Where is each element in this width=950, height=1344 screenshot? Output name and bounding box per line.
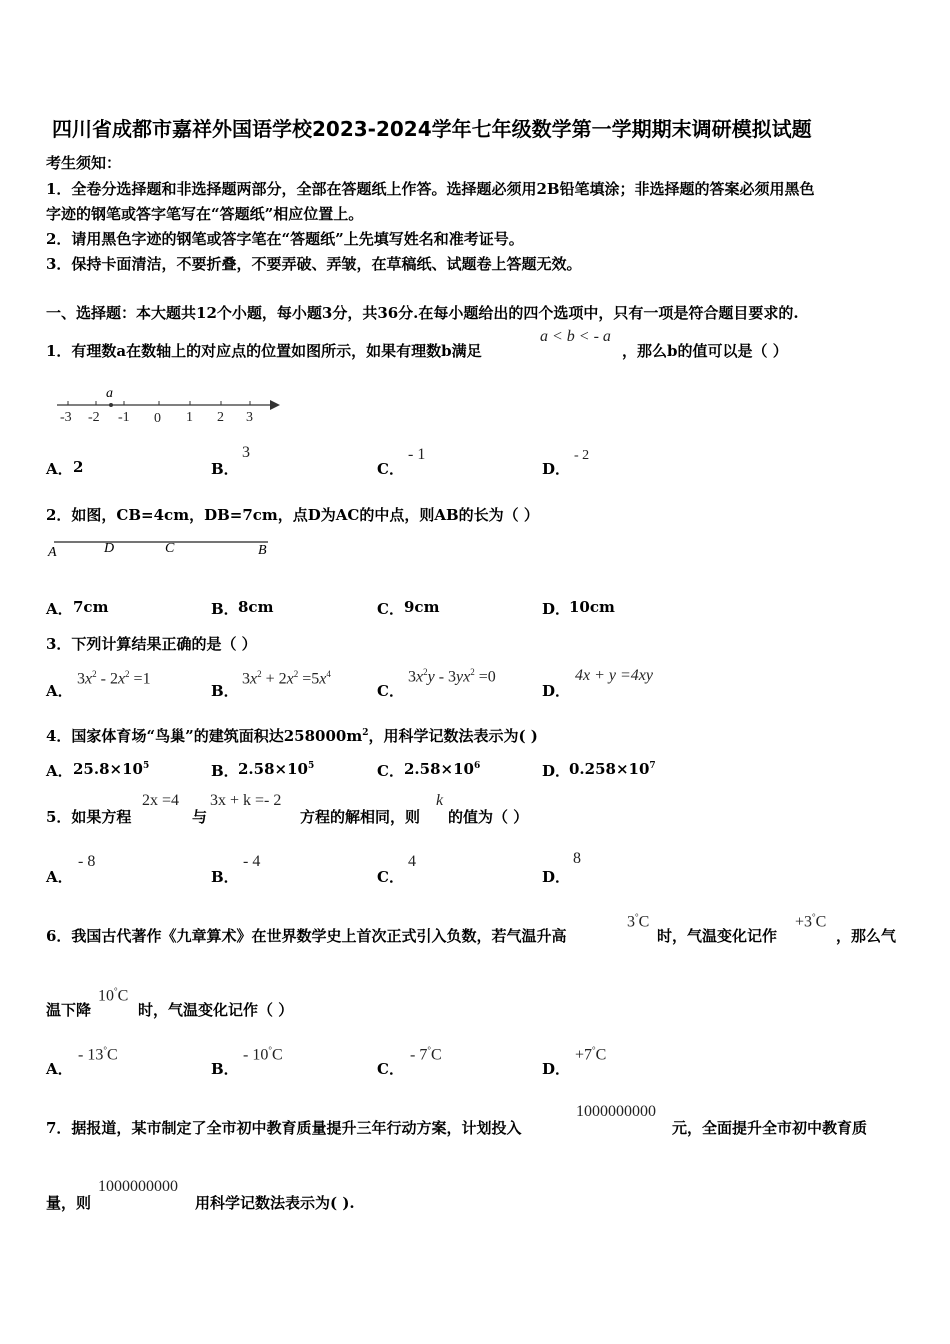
option-label: C． bbox=[377, 868, 404, 886]
question-6-stem: 6．我国古代著作《九章算术》在世界数学史上首次正式引入负数，若气温升高 bbox=[46, 927, 567, 945]
option-label: A． bbox=[46, 1060, 73, 1078]
option-label: D． bbox=[542, 600, 571, 618]
option-value bbox=[569, 760, 656, 778]
option-value: - 4 bbox=[243, 853, 261, 870]
option-exponent: 5 bbox=[307, 761, 315, 771]
option-label: D． bbox=[542, 682, 571, 700]
option-expression: $3x^2 - 2x^2 =1$ bbox=[77, 669, 151, 688]
option-label: B． bbox=[211, 1060, 239, 1078]
axis-tick: 0 bbox=[154, 411, 161, 426]
option-exponent: 5 bbox=[142, 761, 150, 771]
question-2-stem: 2．如图，CB=4cm，DB=7cm，点D为AC的中点，则AB的长为（ ） bbox=[46, 506, 539, 524]
option-value bbox=[575, 1045, 606, 1064]
option-value: 7cm bbox=[73, 598, 109, 616]
axis-tick: -2 bbox=[88, 410, 100, 425]
q6-value-1 bbox=[627, 912, 649, 931]
option-label: B． bbox=[211, 868, 239, 886]
degree-sign: ° bbox=[812, 912, 816, 922]
option-label: C． bbox=[377, 682, 404, 700]
option-value: - 1 bbox=[408, 446, 426, 463]
degree-sign: ° bbox=[427, 1045, 431, 1055]
q4-stem-end: ，用科学记数法表示为( ) bbox=[368, 727, 538, 745]
q7-number: 1000000000 bbox=[98, 1178, 178, 1195]
option-label: A． bbox=[46, 600, 73, 618]
temp-number: 10 bbox=[98, 987, 114, 1005]
option-expression: 4x + y =4xy bbox=[575, 667, 653, 684]
option-expression: $3x^2 + 2x^2 =5x^4$ bbox=[242, 669, 331, 688]
q7-stem-line2: 量，则 bbox=[46, 1194, 92, 1212]
option-mantissa: 2.58×10 bbox=[404, 760, 474, 778]
notice-line: 3．保持卡面清洁，不要折叠，不要弄破、弄皱，在草稿纸、试题卷上答题无效。 bbox=[46, 255, 582, 273]
option-value bbox=[73, 760, 149, 778]
option-exponent: 6 bbox=[473, 761, 481, 771]
option-value bbox=[243, 1045, 283, 1064]
temp-number: +3 bbox=[795, 913, 813, 931]
option-expression: $3x^2y - 3yx^2 =0$ bbox=[408, 667, 496, 686]
notice-line: 1．全卷分选择题和非选择题两部分，全部在答题纸上作答。选择题必须用2B铅笔填涂；非选择题的答案必须用黑色 bbox=[46, 180, 815, 198]
q5-variable: k bbox=[436, 792, 444, 809]
page-title: 四川省成都市嘉祥外国语学校2023-2024学年七年级数学第一学期期末调研模拟试题 bbox=[52, 117, 812, 141]
option-value: 10cm bbox=[569, 598, 615, 616]
option-value: 8cm bbox=[238, 598, 274, 616]
degree-sign: ° bbox=[103, 1045, 107, 1055]
temp-number: 3 bbox=[627, 913, 635, 931]
question-7-stem: 7．据报道，某市制定了全市初中教育质量提升三年行动方案，计划投入 bbox=[46, 1119, 522, 1137]
option-label: D． bbox=[542, 762, 571, 780]
temp-unit: C bbox=[117, 987, 129, 1005]
option-label: B． bbox=[211, 460, 239, 478]
question-3-stem: 3．下列计算结果正确的是（ ） bbox=[46, 635, 257, 653]
axis-point-label: a bbox=[106, 386, 113, 401]
temp-unit: C bbox=[271, 1046, 283, 1064]
option-value bbox=[78, 1045, 118, 1064]
option-value: - 8 bbox=[78, 853, 96, 870]
q5-stem-connector: 与 bbox=[192, 808, 208, 826]
option-label: C． bbox=[377, 1060, 404, 1078]
temp-number: - 7 bbox=[410, 1046, 428, 1064]
q5-stem-end: 的值为（ ） bbox=[448, 808, 529, 826]
option-label: B． bbox=[211, 762, 239, 780]
option-value: 3 bbox=[242, 444, 250, 461]
q4-stem-sup: 2 bbox=[362, 728, 369, 738]
question-1-stem-end: ，那么b的值可以是（ ） bbox=[622, 342, 788, 360]
option-value bbox=[238, 760, 314, 778]
notice-line: 字迹的钢笔或答字笔写在“答题纸”相应位置上。 bbox=[46, 205, 364, 223]
q5-equation-2: 3x + k =- 2 bbox=[210, 792, 282, 809]
question-1-stem: 1．有理数a在数轴上的对应点的位置如图所示，如果有理数b满足 bbox=[46, 342, 482, 360]
point-label: B bbox=[258, 543, 267, 558]
q6-stem-line2-end: 时，气温变化记作（ ） bbox=[138, 1001, 294, 1019]
axis-tick: 3 bbox=[246, 410, 253, 425]
option-label: A． bbox=[46, 868, 73, 886]
axis-tick: -1 bbox=[118, 410, 130, 425]
section-heading: 一、选择题：本大题共12个小题，每小题3分，共36分.在每小题给出的四个选项中，只有一项是符合题目要求的. bbox=[46, 304, 799, 322]
question-5-stem: 5．如果方程 bbox=[46, 808, 132, 826]
option-label: C． bbox=[377, 600, 404, 618]
degree-sign: ° bbox=[635, 912, 639, 922]
axis-tick: 1 bbox=[186, 410, 193, 425]
temp-unit: C bbox=[595, 1046, 607, 1064]
option-label: A． bbox=[46, 460, 73, 478]
degree-sign: ° bbox=[592, 1045, 596, 1055]
q6-value-3 bbox=[98, 986, 128, 1005]
point-label: A bbox=[48, 545, 57, 560]
temp-number: +7 bbox=[575, 1046, 593, 1064]
option-label: A． bbox=[46, 682, 73, 700]
option-label: C． bbox=[377, 762, 404, 780]
q4-stem-text: 4．国家体育场“鸟巢”的建筑面积达258000m bbox=[46, 727, 363, 745]
option-value bbox=[404, 760, 480, 778]
point-label: D bbox=[104, 541, 115, 556]
notice-heading: 考生须知： bbox=[46, 154, 122, 172]
q5-stem-mid: 方程的解相同，则 bbox=[300, 808, 421, 826]
option-label: A． bbox=[46, 762, 73, 780]
q1-inequality: a < b < - a bbox=[540, 328, 611, 345]
q7-stem-end: 元，全面提升全市初中教育质 bbox=[672, 1119, 868, 1137]
temp-unit: C bbox=[430, 1046, 442, 1064]
question-4-stem bbox=[46, 725, 538, 746]
option-label: B． bbox=[211, 600, 239, 618]
notice-line: 2．请用黑色字迹的钢笔或答字笔在“答题纸”上先填写姓名和准考证号。 bbox=[46, 230, 524, 248]
option-value: 4 bbox=[408, 853, 416, 870]
option-value: 2 bbox=[73, 458, 84, 476]
q7-number: 1000000000 bbox=[576, 1103, 656, 1120]
degree-sign: ° bbox=[114, 986, 118, 996]
q6-stem-line2: 温下降 bbox=[46, 1001, 92, 1019]
option-mantissa: 2.58×10 bbox=[238, 760, 308, 778]
temp-number: - 13 bbox=[78, 1046, 104, 1064]
temp-unit: C bbox=[815, 913, 827, 931]
temp-unit: C bbox=[638, 913, 650, 931]
temp-unit: C bbox=[106, 1046, 118, 1064]
q7-stem-line2-end: 用科学记数法表示为( ). bbox=[195, 1194, 355, 1212]
option-mantissa: 0.258×10 bbox=[569, 760, 650, 778]
q6-value-2 bbox=[795, 912, 826, 931]
q5-equation-1: 2x =4 bbox=[142, 792, 180, 809]
degree-sign: ° bbox=[268, 1045, 272, 1055]
q6-stem-end: ，那么气 bbox=[836, 927, 897, 945]
option-label: C． bbox=[377, 460, 404, 478]
q6-stem-mid: 时，气温变化记作 bbox=[657, 927, 778, 945]
option-value: 8 bbox=[573, 850, 581, 867]
option-value: 9cm bbox=[404, 598, 440, 616]
axis-tick: -3 bbox=[60, 410, 72, 425]
axis-tick: 2 bbox=[217, 410, 224, 425]
option-exponent: 7 bbox=[649, 761, 656, 771]
option-label: D． bbox=[542, 460, 571, 478]
point-label: C bbox=[165, 541, 175, 556]
option-label: B． bbox=[211, 682, 239, 700]
temp-number: - 10 bbox=[243, 1046, 269, 1064]
option-label: D． bbox=[542, 1060, 571, 1078]
option-value bbox=[410, 1045, 442, 1064]
option-mantissa: 25.8×10 bbox=[73, 760, 143, 778]
option-value: - 2 bbox=[574, 448, 590, 463]
option-label: D． bbox=[542, 868, 571, 886]
